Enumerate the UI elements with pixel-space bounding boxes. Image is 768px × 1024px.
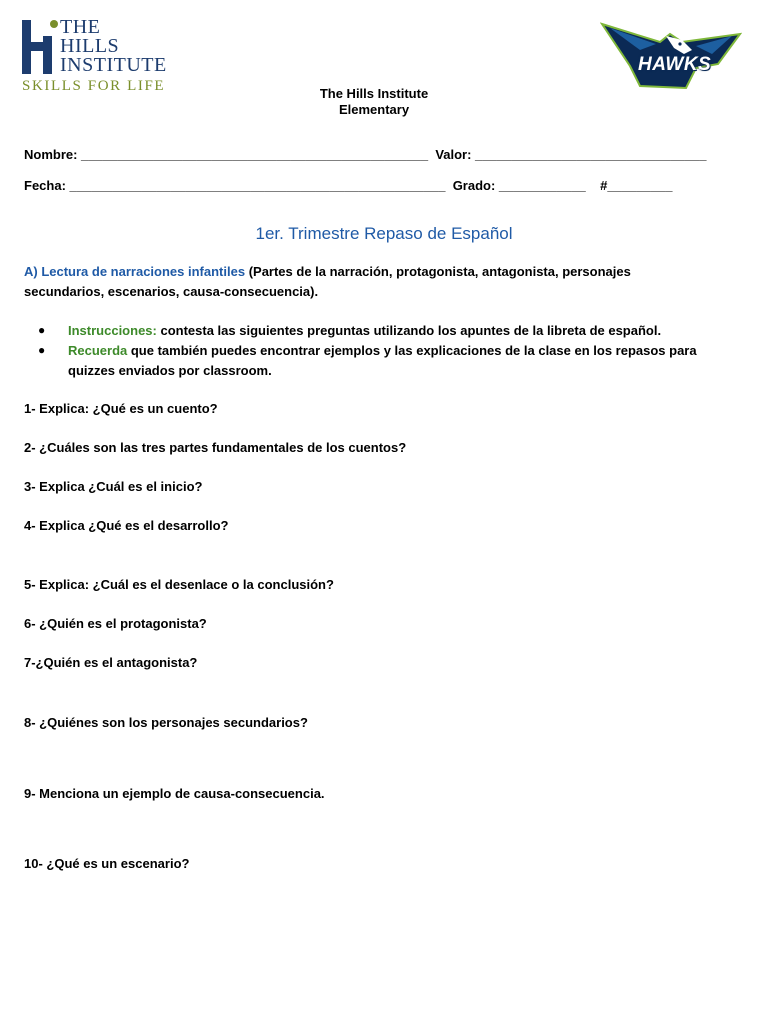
question-7: 7-¿Quién es el antagonista? bbox=[24, 655, 198, 670]
logo-text-the: THE bbox=[60, 16, 101, 38]
question-2: 2- ¿Cuáles son las tres partes fundamentales de los cuentos? bbox=[24, 440, 407, 455]
school-name: The Hills Institute bbox=[319, 86, 429, 101]
school-level: Elementary bbox=[338, 102, 410, 117]
bullet-label: Recuerda bbox=[68, 343, 128, 358]
question-5: 5- Explica: ¿Cuál es el desenlace o la conclusión? bbox=[24, 577, 334, 592]
question-9: 9- Menciona un ejemplo de causa-consecuencia. bbox=[24, 786, 325, 801]
page-title: 1er. Trimestre Repaso de Español bbox=[255, 224, 513, 243]
hawks-text: HAWKS bbox=[638, 54, 712, 75]
section-a-text: (Partes de la narración, protagonista, antagonista, personajes secundarios, escenarios, causa-consecuencia). bbox=[24, 264, 631, 299]
section-a-label: A) Lectura de narraciones infantiles bbox=[24, 264, 246, 279]
bullet-text: contesta las siguientes preguntas utilizando los apuntes de la libreta de español. bbox=[156, 323, 662, 338]
question-6: 6- ¿Quién es el protagonista? bbox=[24, 616, 207, 631]
logo-text-institute: INSTITUTE bbox=[60, 54, 167, 76]
bullet-icon: ● bbox=[38, 343, 46, 357]
school-header bbox=[0, 86, 748, 118]
bullet-text: que también puedes encontrar ejemplos y las explicaciones de la clase en los repasos para quizzes enviados por classroom. bbox=[68, 343, 697, 378]
section-a bbox=[24, 262, 704, 302]
question-3: 3- Explica ¿Cuál es el inicio? bbox=[24, 479, 203, 494]
bullet-label: Instrucciones: bbox=[68, 323, 157, 338]
nombre-valor-line[interactable]: Nombre: ________________________________________________ Valor: ________________________________ bbox=[24, 147, 707, 162]
hills-h-icon bbox=[20, 18, 60, 78]
bullet-recuerda bbox=[68, 341, 728, 381]
question-1: 1- Explica: ¿Qué es un cuento? bbox=[24, 401, 218, 416]
question-4: 4- Explica ¿Qué es el desarrollo? bbox=[24, 518, 229, 533]
fecha-grado-line[interactable]: Fecha: ____________________________________________________ Grado: ____________ #_________ bbox=[24, 178, 673, 193]
question-8: 8- ¿Quiénes son los personajes secundarios? bbox=[24, 715, 308, 730]
hawks-mascot-logo bbox=[600, 20, 742, 92]
logo-text-hills: HILLS bbox=[60, 35, 120, 57]
bullet-instructions bbox=[68, 321, 728, 341]
question-10: 10- ¿Qué es un escenario? bbox=[24, 856, 190, 871]
logo-tagline: SKILLS FOR LIFE bbox=[22, 78, 166, 94]
bullet-icon: ● bbox=[38, 323, 46, 337]
